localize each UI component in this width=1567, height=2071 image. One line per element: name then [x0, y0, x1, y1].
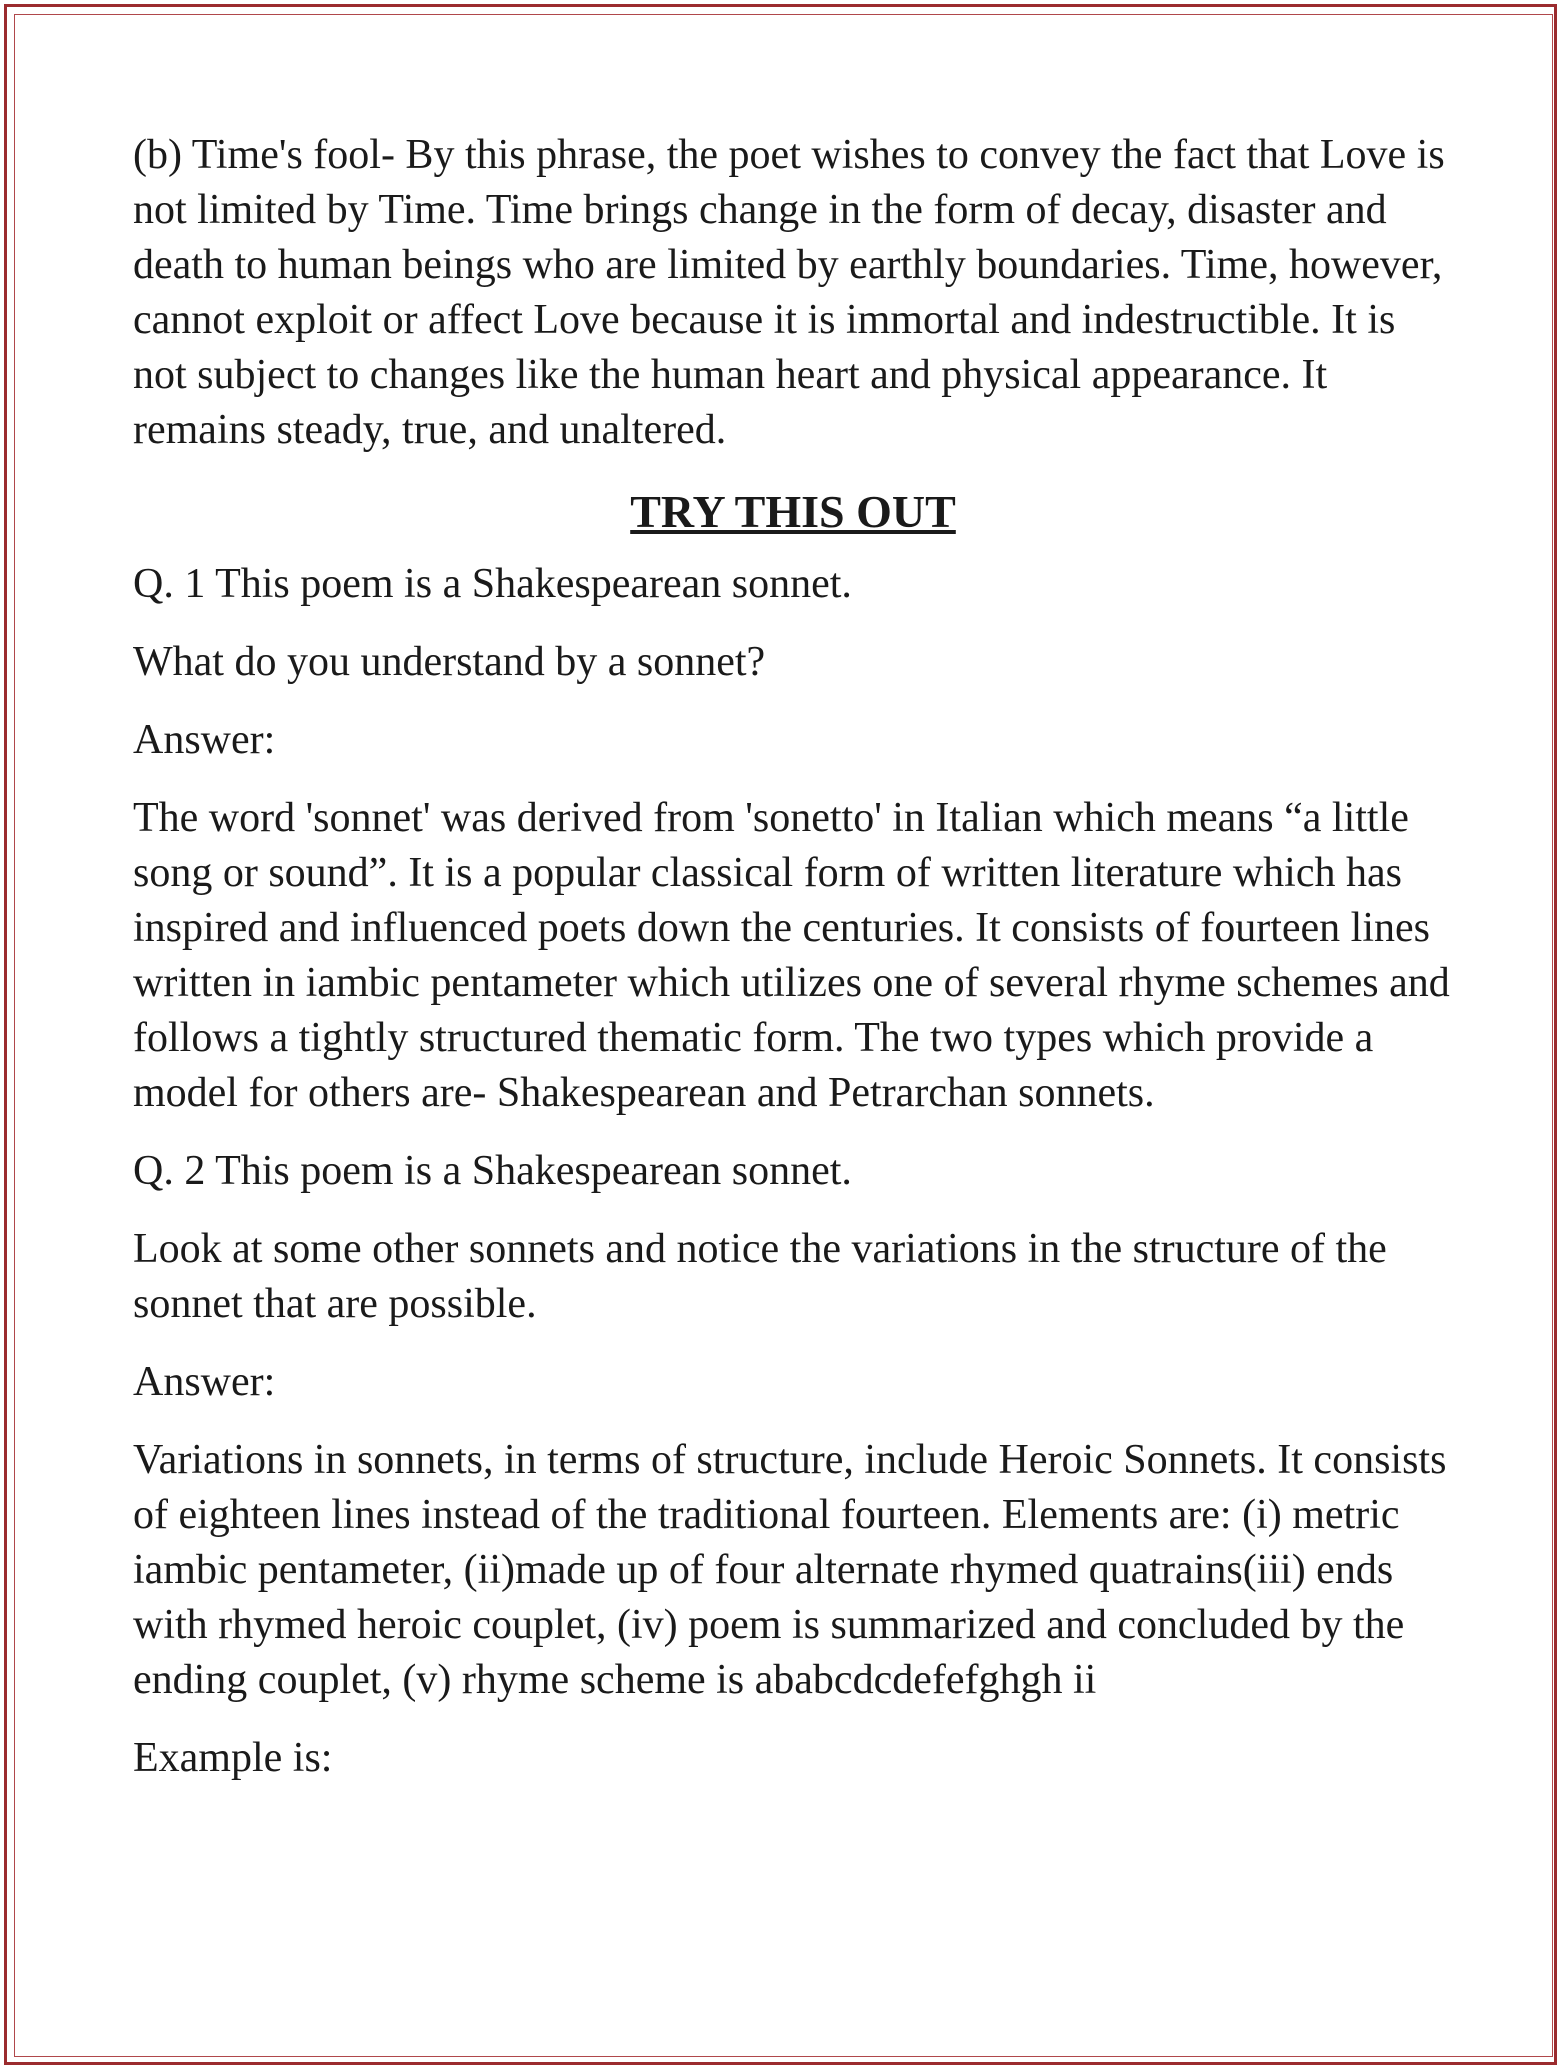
document-body	[133, 128, 1453, 1809]
q2-answer: Variations in sonnets, in terms of structure, include Heroic Sonnets. It consists of eighteen lines instead of the traditional fourteen. Elements are: (i) metric iambic pentameter, (ii)made up of four alternate rhymed quatrains(iii) ends with rhymed heroic couplet, (iv) poem is summarized and concluded by the ending couplet, (v) rhyme scheme is ababcdcdefefghgh ii	[133, 1437, 1447, 1703]
q2-question: Q. 2 This poem is a Shakespearean sonnet.	[133, 1148, 852, 1194]
q1-answer-label: Answer:	[133, 717, 276, 763]
section-heading: TRY THIS OUT	[630, 486, 956, 537]
q1-prompt: What do you understand by a sonnet?	[133, 639, 766, 685]
q2-answer-label: Answer:	[133, 1359, 276, 1405]
q1-answer: The word 'sonnet' was derived from 'sonetto' in Italian which means “a little song or sound”. It is a popular classical form of written literature which has inspired and influenced poets down the centuries. It consists of fourteen lines written in iambic pentameter which utilizes one of several rhyme schemes and follows a tightly structured thematic form. The two types which provide a model for others are- Shakespearean and Petrarchan sonnets.	[133, 795, 1450, 1116]
q2-prompt: Look at some other sonnets and notice the variations in the structure of the sonnet that are possible.	[133, 1226, 1387, 1327]
times-fool-paragraph: (b) Time's fool- By this phrase, the poet wishes to convey the fact that Love is not limited by Time. Time brings change in the form of decay, disaster and death to human beings who are limited by earthly boundaries. Time, however, cannot exploit or affect Love because it is immortal and indestructible. It is not subject to changes like the human heart and physical appearance. It remains steady, true, and unaltered.	[133, 132, 1445, 453]
q1-question: Q. 1 This poem is a Shakespearean sonnet.	[133, 561, 852, 607]
q2-example-label: Example is:	[133, 1735, 333, 1781]
